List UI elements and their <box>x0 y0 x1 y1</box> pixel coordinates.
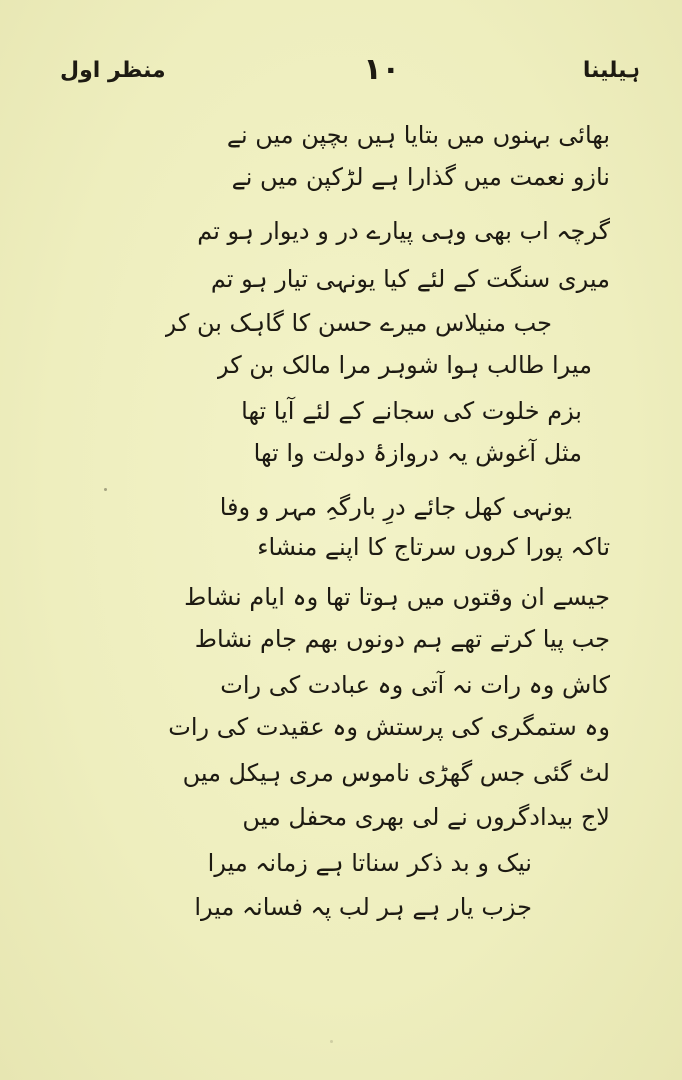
running-title-book: ہیلینا <box>582 58 640 83</box>
paper-speck <box>104 488 107 491</box>
verse-line: لٹ گئی جس گھڑی ناموس مری ہیکل میں <box>182 759 610 787</box>
verse-line: یونہی کھل جائے درِ بارگہِ مہر و وفا <box>219 493 572 521</box>
verse-line: لاج بیدادگروں نے لی بھری محفل میں <box>242 803 610 831</box>
verse-line: نیک و بد ذکر سناتا ہے زمانہ میرا <box>207 849 532 877</box>
verse-line: مثل آغوش یہ دروازۂ دولت وا تھا <box>253 439 582 467</box>
verse-line: میرا طالب ہوا شوہر مرا مالک بن کر <box>217 351 592 379</box>
verse-line: بھائی بہنوں میں بتایا ہیں بچپن میں نے <box>226 121 610 149</box>
verse-line: تاکہ پورا کروں سرتاج کا اپنے منشاء <box>257 533 610 561</box>
verse-line: بزم خلوت کی سجانے کے لئے آیا تھا <box>241 397 582 425</box>
verse-line: جب منیلاس میرے حسن کا گاہک بن کر <box>164 309 552 337</box>
verse-line: نازو نعمت میں گذارا ہے لڑکپن میں نے <box>231 163 610 191</box>
page-header <box>60 52 640 102</box>
running-title-scene: منظر اول <box>60 58 166 83</box>
verse-line: میری سنگت کے لئے کیا یونہی تیار ہو تم <box>210 265 610 293</box>
page-number: ۱۰ <box>363 52 400 87</box>
paper-speck <box>330 1040 333 1043</box>
verse-line: جزب یار ہے ہر لب پہ فسانہ میرا <box>194 893 532 921</box>
verse-line: گرچہ اب بھی وہی پیارے در و دیوار ہو تم <box>197 217 610 245</box>
verse-line: جیسے ان وقتوں میں ہوتا تھا وہ ایام نشاط <box>184 583 610 611</box>
verse-line: جب پیا کرتے تھے ہم دونوں بھم جام نشاط <box>194 625 610 653</box>
verse-line: وہ ستمگری کی پرستش وہ عقیدت کی رات <box>168 713 610 741</box>
verse-line: کاش وہ رات نہ آتی وہ عبادت کی رات <box>220 671 610 699</box>
